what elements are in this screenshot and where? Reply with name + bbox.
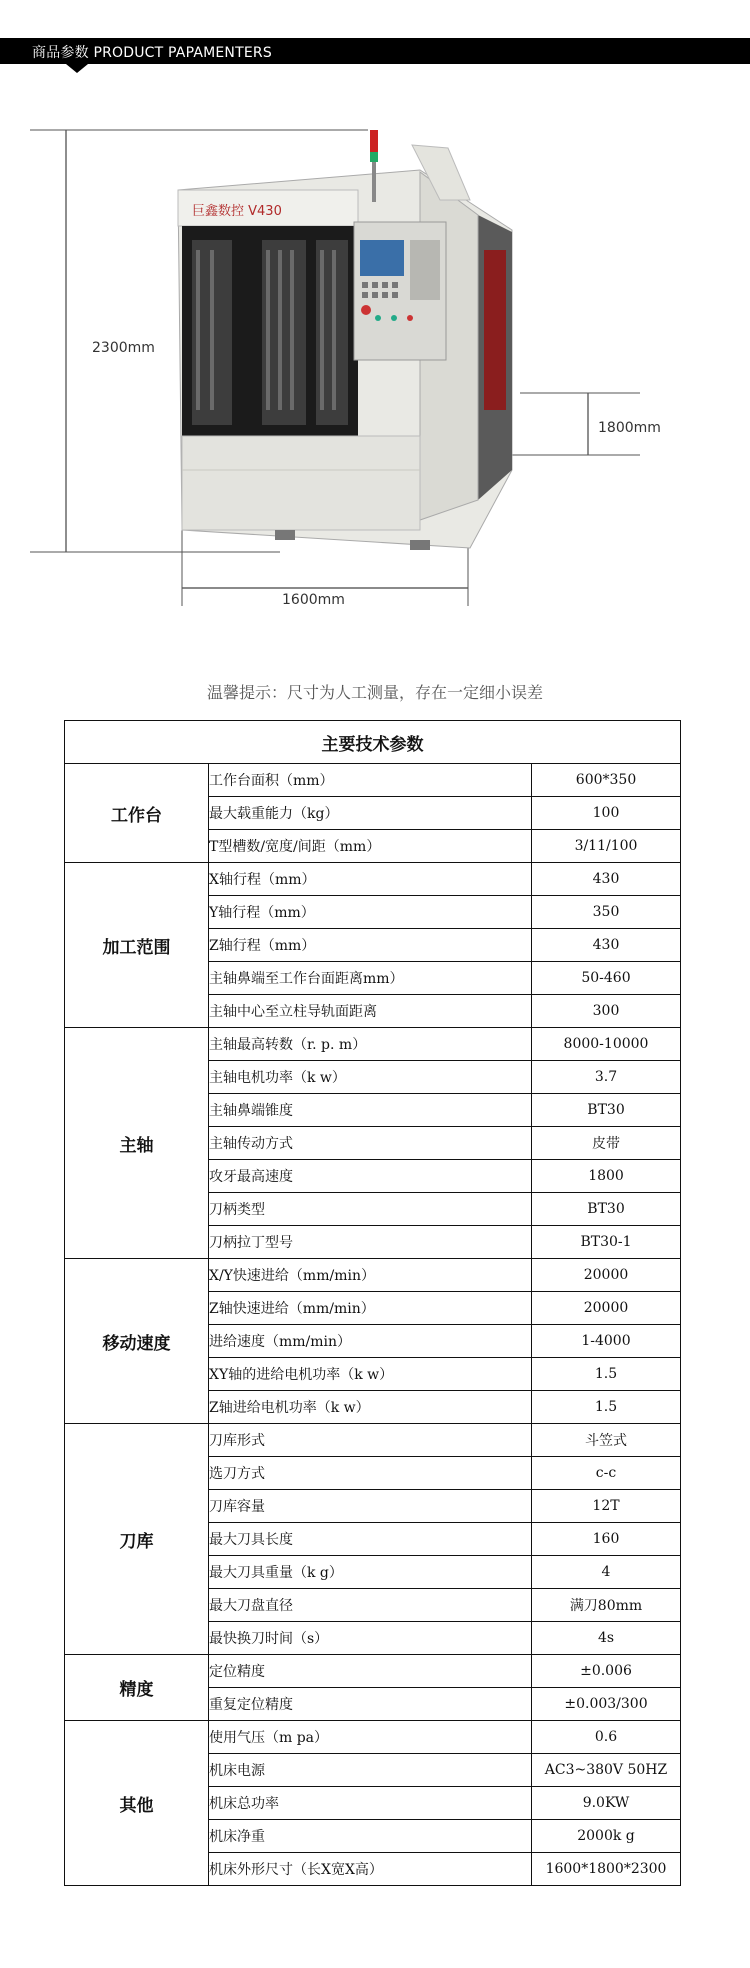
parameter-name: 主轴鼻端至工作台面距离mm） [209,962,532,995]
parameter-value: 430 [532,929,681,962]
parameter-value: 满刀80mm [532,1589,681,1622]
section-title: 商品参数 PRODUCT PAPAMENTERS [32,45,272,61]
parameter-name: X轴行程（mm） [209,863,532,896]
parameter-name: Z轴快速进给（mm/min） [209,1292,532,1325]
spec-table-body [65,764,681,1886]
parameter-value: 20000 [532,1259,681,1292]
parameter-value: 4s [532,1622,681,1655]
parameter-name: 刀柄类型 [209,1193,532,1226]
parameter-value: 350 [532,896,681,929]
parameter-value: 1.5 [532,1391,681,1424]
parameter-value: 50-460 [532,962,681,995]
height-label: 2300mm [92,340,155,356]
parameter-name: XY轴的进给电机功率（k w） [209,1358,532,1391]
parameter-value: ±0.006 [532,1655,681,1688]
parameter-value: BT30-1 [532,1226,681,1259]
table-row [65,1028,681,1061]
parameter-name: 定位精度 [209,1655,532,1688]
parameter-value: 3/11/100 [532,830,681,863]
parameter-value: 8000-10000 [532,1028,681,1061]
brand-label: 巨鑫数控 V430 [192,204,282,219]
parameter-value: 3.7 [532,1061,681,1094]
parameter-value: c-c [532,1457,681,1490]
parameter-name: 进给速度（mm/min） [209,1325,532,1358]
table-row [65,1721,681,1754]
parameter-name: 刀库形式 [209,1424,532,1457]
parameter-value: 100 [532,797,681,830]
parameter-name: T型槽数/宽度/间距（mm） [209,830,532,863]
parameter-value: 20000 [532,1292,681,1325]
parameter-name: 主轴中心至立柱导轨面距离 [209,995,532,1028]
parameter-name: 主轴传动方式 [209,1127,532,1160]
parameter-name: 机床电源 [209,1754,532,1787]
table-row [65,1424,681,1457]
parameter-name: 工作台面积（mm） [209,764,532,797]
parameter-name: 主轴最高转数（r. p. m） [209,1028,532,1061]
parameter-name: 重复定位精度 [209,1688,532,1721]
parameter-value: 160 [532,1523,681,1556]
table-title: 主要技术参数 [65,721,681,764]
parameter-value: 4 [532,1556,681,1589]
category-cell: 主轴 [65,1028,209,1259]
depth-label: 1800mm [598,420,661,436]
parameter-value: 1.5 [532,1358,681,1391]
category-cell: 精度 [65,1655,209,1721]
parameter-name: Z轴行程（mm） [209,929,532,962]
parameter-value: 皮带 [532,1127,681,1160]
parameter-name: 攻牙最高速度 [209,1160,532,1193]
parameter-value: 1600*1800*2300 [532,1853,681,1886]
measurement-tip: 温馨提示：尺寸为人工测量，存在一定细小误差 [206,683,543,702]
parameter-name: 最大刀盘直径 [209,1589,532,1622]
parameter-name: 刀柄拉丁型号 [209,1226,532,1259]
table-row [65,1655,681,1688]
parameter-value: 300 [532,995,681,1028]
parameter-value: 2000k g [532,1820,681,1853]
table-row [65,764,681,797]
parameter-name: 机床净重 [209,1820,532,1853]
machine-illustration [0,110,750,620]
parameter-value: 1-4000 [532,1325,681,1358]
table-row [65,1259,681,1292]
parameter-name: Y轴行程（mm） [209,896,532,929]
parameter-value: 1800 [532,1160,681,1193]
parameter-name: 刀库容量 [209,1490,532,1523]
spec-table [64,720,681,1886]
width-label: 1600mm [282,592,345,608]
parameter-value: 斗笠式 [532,1424,681,1457]
parameter-name: 机床外形尺寸（长X宽X高） [209,1853,532,1886]
parameter-name: 最大载重能力（kg） [209,797,532,830]
parameter-name: 最快换刀时间（s） [209,1622,532,1655]
parameter-name: 机床总功率 [209,1787,532,1820]
parameter-value: BT30 [532,1193,681,1226]
parameter-name: 选刀方式 [209,1457,532,1490]
parameter-value: 430 [532,863,681,896]
category-cell: 加工范围 [65,863,209,1028]
parameter-value: AC3~380V 50HZ [532,1754,681,1787]
parameter-name: 主轴鼻端锥度 [209,1094,532,1127]
table-row [65,863,681,896]
parameter-name: 最大刀具长度 [209,1523,532,1556]
parameter-value: ±0.003/300 [532,1688,681,1721]
parameter-value: 600*350 [532,764,681,797]
parameter-value: BT30 [532,1094,681,1127]
category-cell: 其他 [65,1721,209,1886]
parameter-name: Z轴进给电机功率（k w） [209,1391,532,1424]
parameter-value: 12T [532,1490,681,1523]
parameter-name: X/Y快速进给（mm/min） [209,1259,532,1292]
category-cell: 移动速度 [65,1259,209,1424]
category-cell: 刀库 [65,1424,209,1655]
parameter-name: 使用气压（m pa） [209,1721,532,1754]
category-cell: 工作台 [65,764,209,863]
parameter-name: 最大刀具重量（k g） [209,1556,532,1589]
parameter-value: 9.0KW [532,1787,681,1820]
parameter-value: 0.6 [532,1721,681,1754]
parameter-name: 主轴电机功率（k w） [209,1061,532,1094]
header-notch [66,64,88,73]
